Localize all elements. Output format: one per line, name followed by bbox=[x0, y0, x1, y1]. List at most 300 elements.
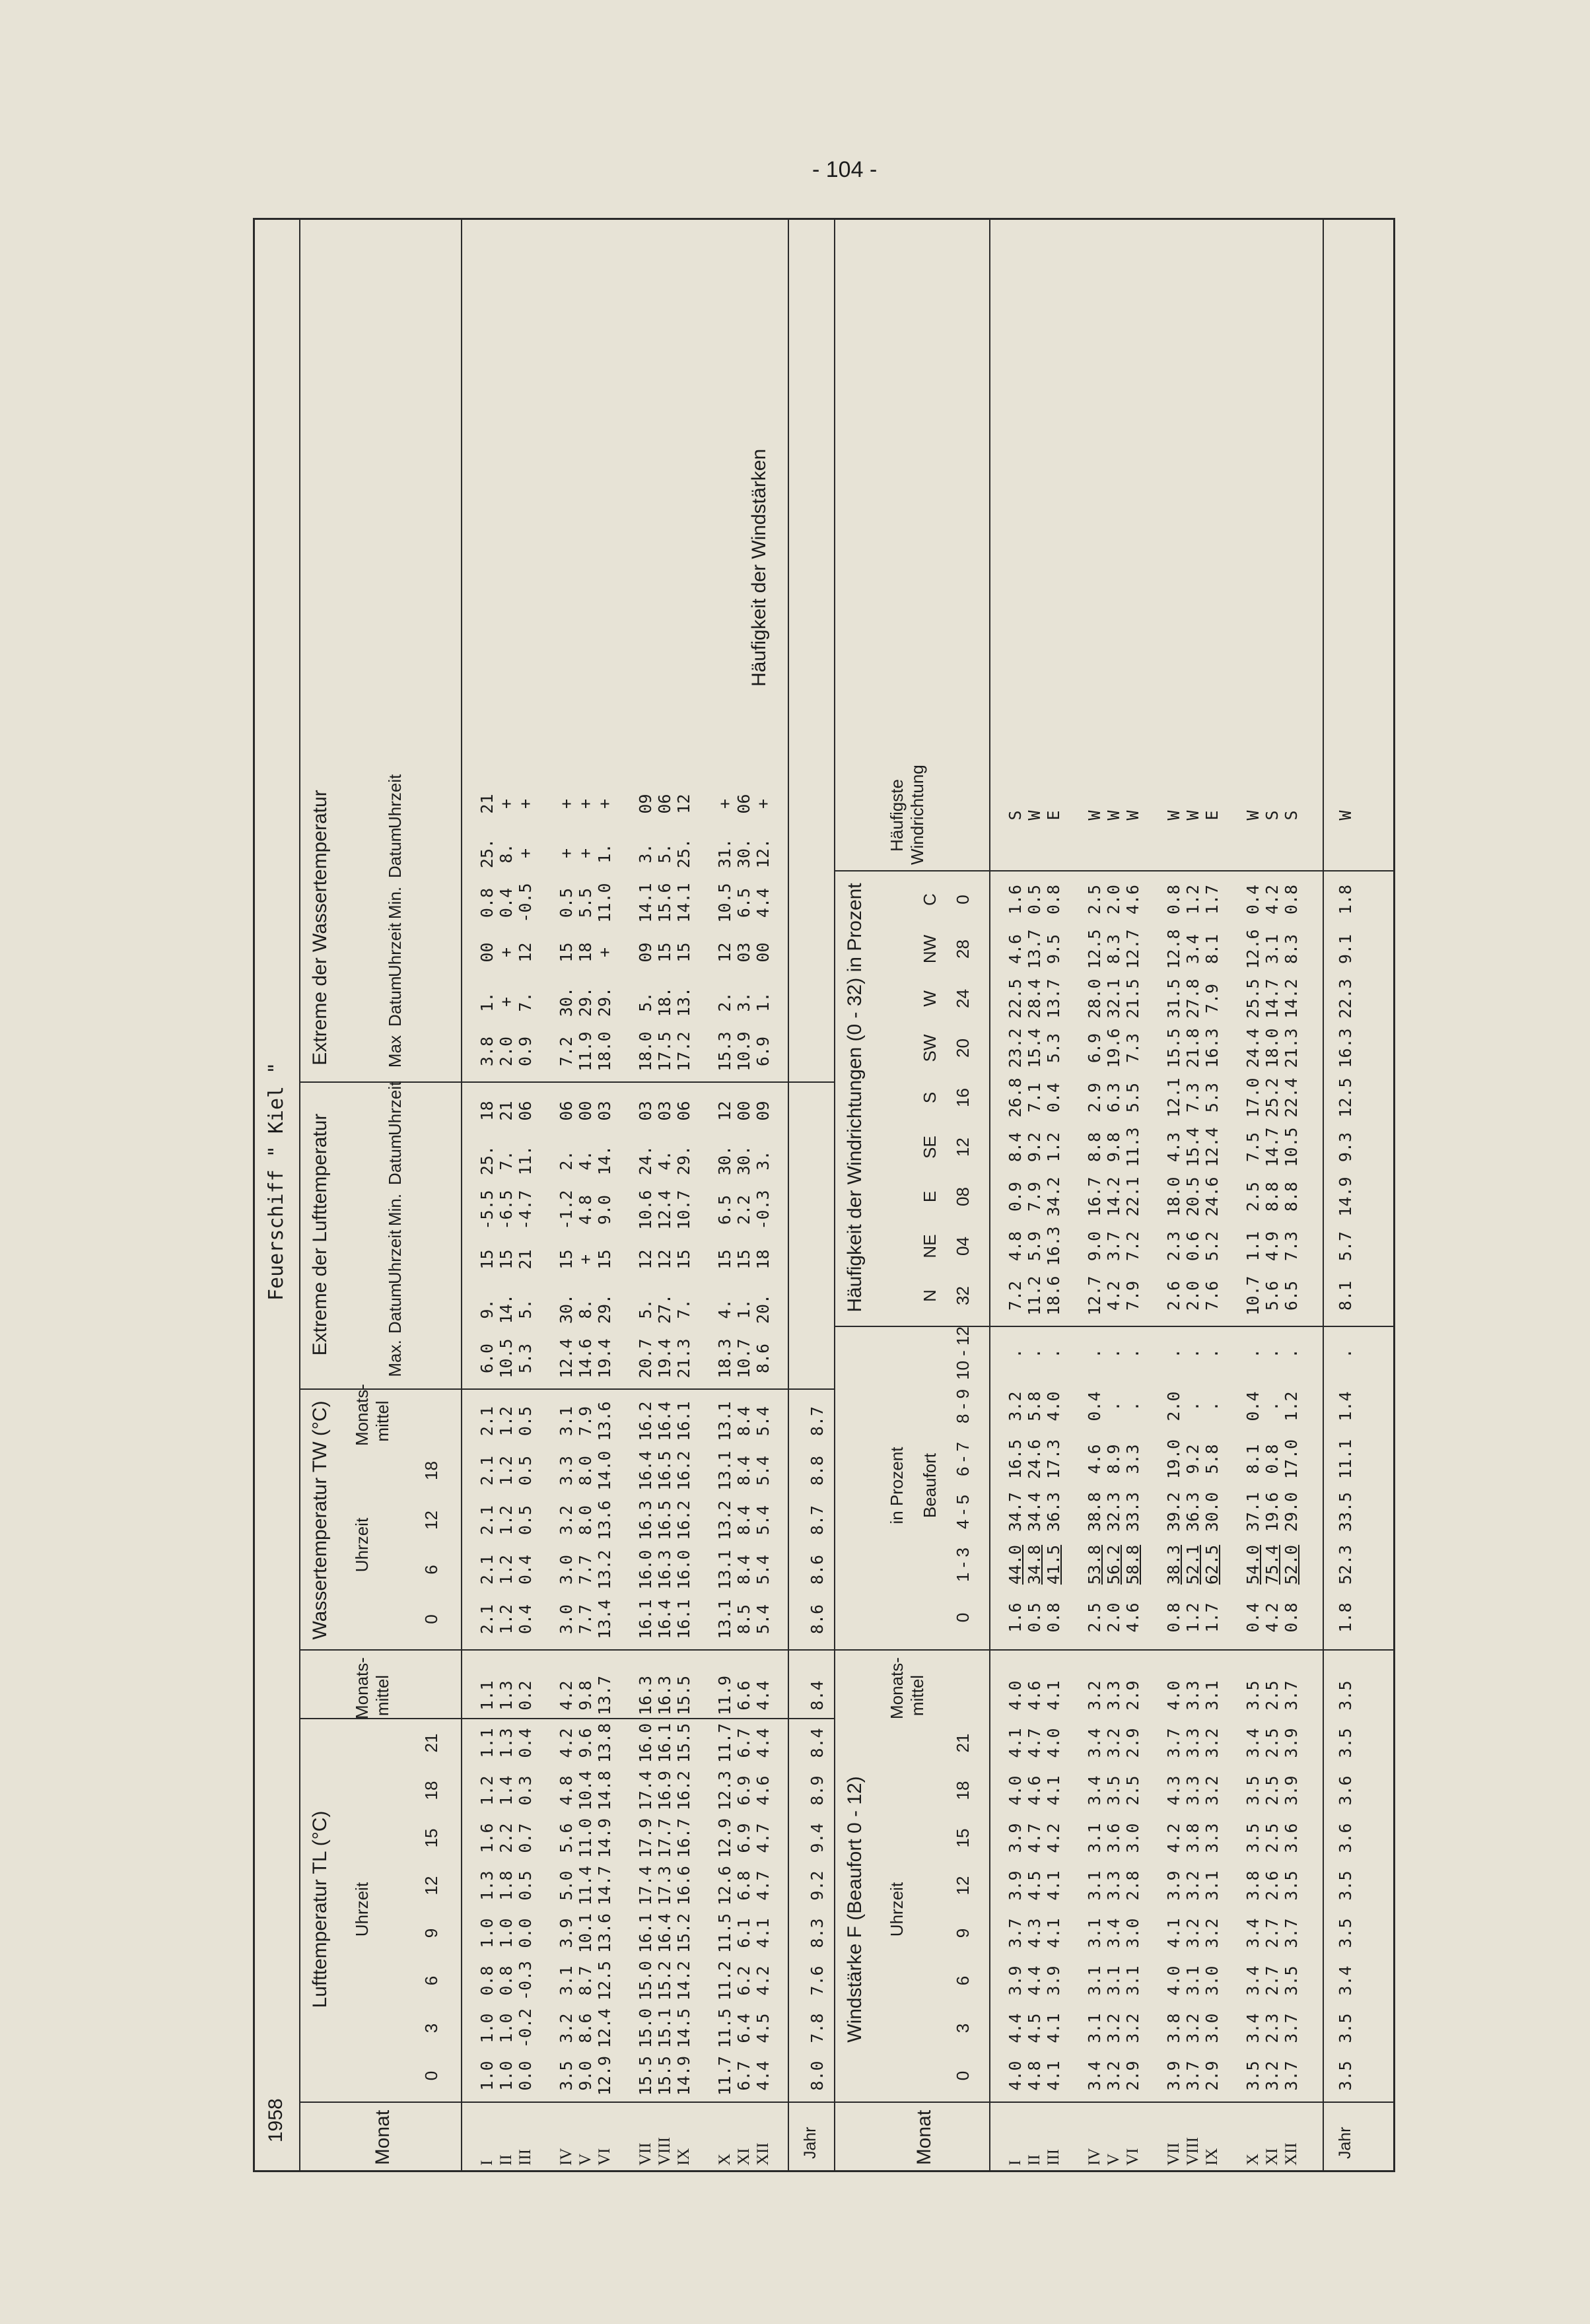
wind-speed-col-value: 3.4 bbox=[1085, 2061, 1104, 2091]
wind-force-col-value: 39.2 bbox=[1164, 1491, 1183, 1532]
water-temp-col-value: 16.0 bbox=[636, 1550, 655, 1590]
wind-dir-col-value: 21.8 bbox=[1183, 1028, 1202, 1068]
water-extremes-col bbox=[477, 829, 535, 878]
wind-force-col bbox=[1085, 1433, 1142, 1486]
water-temp-col-value: 8.4 bbox=[734, 1455, 753, 1486]
wind-dir-col-value: 22.1 bbox=[1123, 1177, 1142, 1217]
wind-force-col-value: 5.8 bbox=[1202, 1444, 1222, 1474]
wind-force-col-value: 4.0 bbox=[1044, 1391, 1063, 1421]
wind-dir-col-year: 14.9 bbox=[1336, 1177, 1355, 1217]
wind-speed-col bbox=[1243, 1862, 1301, 1909]
water-temp-col-value: 5.4 bbox=[753, 1604, 773, 1635]
wind-force-col-value: 17.0 bbox=[1282, 1439, 1301, 1480]
water-extremes-col-value: 18.0 bbox=[595, 1031, 614, 1072]
air-temp-hour: 6 bbox=[421, 1975, 441, 1986]
wind-force-col bbox=[1243, 1327, 1301, 1380]
air-extremes-col bbox=[715, 1334, 773, 1383]
wind-speed-col-value: 2.5 bbox=[1262, 1728, 1282, 1758]
air-extremes-col-value: 03 bbox=[655, 1101, 674, 1121]
air-extremes-col bbox=[477, 1136, 535, 1185]
wind-dir-code: 32 bbox=[953, 1286, 973, 1305]
water-temp-col bbox=[477, 1545, 535, 1594]
wind-speed-hour: 0 bbox=[953, 2070, 973, 2081]
wind-dir-col-value: 25.5 bbox=[1243, 978, 1262, 1019]
wind-dir-col-value: 11.3 bbox=[1123, 1127, 1142, 1167]
wind-force-col bbox=[1164, 1380, 1222, 1433]
wind-speed-col bbox=[1085, 1814, 1142, 1862]
frequent-dir-col-value: E bbox=[1044, 810, 1063, 821]
year-label: 1958 bbox=[265, 2098, 287, 2142]
wind-speed-col-value: 3.7 bbox=[1164, 1728, 1183, 1758]
wind-dir-col bbox=[1085, 1023, 1142, 1073]
wind-force-col-value: . bbox=[1183, 1348, 1202, 1359]
air-temp-col-value: 14.7 bbox=[595, 1865, 614, 1906]
wind-dir-col-value: 21.5 bbox=[1123, 978, 1142, 1019]
wind-speed-col bbox=[1085, 1909, 1142, 1957]
water-extremes-col bbox=[715, 977, 773, 1027]
wind-dir-col-value: 5.2 bbox=[1202, 1231, 1222, 1262]
wind-speed-col-value: 4.1 bbox=[1044, 1775, 1063, 1806]
air-extremes-col-value: 4. bbox=[576, 1150, 595, 1171]
water-temp-hour: 12 bbox=[421, 1511, 441, 1530]
water-temp-col-value: 16.3 bbox=[636, 1500, 655, 1540]
water-extremes-col bbox=[636, 928, 693, 977]
wind-speed-col-value: 3.1 bbox=[1085, 1965, 1104, 1996]
wind-speed-col-value: 3.5 bbox=[1282, 1965, 1301, 1996]
wind-speed-col-value: 3.3 bbox=[1183, 1728, 1202, 1758]
air-extremes-col-value: 21.3 bbox=[674, 1338, 693, 1379]
air-temp-col-year: 9.4 bbox=[808, 1823, 827, 1853]
air-extremes-header: Datum bbox=[385, 1134, 405, 1185]
wind-speed-col bbox=[1006, 1719, 1063, 1767]
wind-dir-col-value: 10.5 bbox=[1282, 1127, 1301, 1167]
water-extremes-col-value: + bbox=[516, 798, 535, 809]
air-extremes-col-value: 15 bbox=[557, 1249, 576, 1270]
air-temp-col-value: 4.6 bbox=[753, 1775, 773, 1806]
air-extremes-header: Uhrzeit bbox=[385, 1081, 405, 1136]
wind-dir-col-value: 0.8 bbox=[1164, 884, 1183, 915]
wind-speed-col-value: 4.3 bbox=[1164, 1775, 1183, 1806]
air-temp-title: Lufttemperatur TL (°C) bbox=[309, 1810, 331, 2008]
wind-force-col bbox=[1085, 1538, 1142, 1591]
water-extremes-col-value: 30. bbox=[557, 986, 576, 1017]
water-temp-col-value: 13.1 bbox=[715, 1451, 734, 1491]
air-extremes-col-value: -1.2 bbox=[557, 1190, 576, 1230]
water-temp-col bbox=[557, 1495, 614, 1545]
wind-force-col-value: 36.3 bbox=[1044, 1491, 1063, 1532]
air-temp-col-value: 11.2 bbox=[715, 1960, 734, 2001]
water-temp-col bbox=[715, 1446, 773, 1495]
wind-dir-col-value: 7.3 bbox=[1123, 1033, 1142, 1064]
wind-force-col-value: 44.0 bbox=[1006, 1544, 1025, 1585]
wind-force-col bbox=[1164, 1538, 1222, 1591]
wind-speed-col-value: 3.1 bbox=[1085, 2013, 1104, 2043]
wind-speed-col bbox=[1164, 1814, 1222, 1862]
wind-speed-col-value: 3.1 bbox=[1183, 1965, 1202, 1996]
wind-dir-col bbox=[1164, 875, 1222, 924]
wind-dir-header: NE bbox=[920, 1234, 940, 1258]
wind-speed-col bbox=[1085, 1862, 1142, 1909]
water-temp-col-value: 13.1 bbox=[715, 1550, 734, 1590]
wind-speed-col bbox=[1164, 1862, 1222, 1909]
water-temp-col-value: 16.2 bbox=[636, 1401, 655, 1441]
water-temp-col-value: 3.3 bbox=[557, 1455, 576, 1486]
rule-bottom-header bbox=[989, 218, 990, 2172]
wind-dir-col bbox=[1243, 974, 1301, 1023]
water-temp-col bbox=[636, 1594, 693, 1644]
air-temp-col-value: 14.9 bbox=[674, 2055, 693, 2096]
air-temp-col-value: 16.7 bbox=[674, 1818, 693, 1859]
air-extremes-col bbox=[636, 1086, 693, 1136]
water-temp-col-value: 1.2 bbox=[497, 1505, 516, 1536]
water-extremes-col-value: 09 bbox=[636, 942, 655, 963]
air-temp-col-value: 1.6 bbox=[477, 1823, 497, 1853]
air-extremes-col-value: 14. bbox=[497, 1293, 516, 1324]
air-temp-col-value: 15.5 bbox=[655, 2055, 674, 2096]
water-extremes-col-value: 00 bbox=[477, 942, 497, 963]
air-temp-col bbox=[477, 1957, 535, 2004]
wind-force-col-value: 58.8 bbox=[1123, 1544, 1142, 1585]
air-temp-col-year: 9.2 bbox=[808, 1870, 827, 1901]
frequent-dir-col-value: W bbox=[1183, 810, 1202, 821]
wind-dir-col-value: 18.0 bbox=[1164, 1177, 1183, 1217]
air-temp-uhrzeit: Uhrzeit bbox=[352, 1882, 372, 1937]
wind-speed-col-value: 4.5 bbox=[1025, 2013, 1044, 2043]
air-temp-hour: 3 bbox=[421, 2023, 441, 2034]
air-extremes-col-value: 30. bbox=[557, 1293, 576, 1324]
wind-speed-col-value: 4.1 bbox=[1044, 2013, 1063, 2043]
air-temp-col-year: 8.4 bbox=[808, 1680, 827, 1711]
water-temp-col-value: 7.7 bbox=[576, 1604, 595, 1635]
wind-dir-col-value: 2.3 bbox=[1164, 1231, 1183, 1262]
water-extremes-col bbox=[715, 928, 773, 977]
wind-dir-col-value: 25.2 bbox=[1262, 1077, 1282, 1118]
water-extremes-header: Datum bbox=[385, 976, 405, 1027]
water-extremes-col-value: 06 bbox=[734, 794, 753, 814]
air-extremes-col-value: 6.0 bbox=[477, 1343, 497, 1374]
air-extremes-col bbox=[557, 1334, 614, 1383]
air-temp-hour: 9 bbox=[421, 1928, 441, 1938]
water-extremes-col-value: 0.8 bbox=[477, 887, 497, 918]
air-temp-col-value: 17.4 bbox=[636, 1865, 655, 1906]
wind-force-col-value: 33.3 bbox=[1123, 1491, 1142, 1532]
month-list: VII VIII IX bbox=[637, 2136, 693, 2166]
air-extremes-col-value: 06 bbox=[674, 1101, 693, 1121]
water-temp-col-value: 16.4 bbox=[655, 1401, 674, 1441]
wind-speed-hour: 15 bbox=[953, 1828, 973, 1848]
wind-dir-col-value: 12.1 bbox=[1164, 1077, 1183, 1118]
wind-force-col bbox=[1164, 1591, 1222, 1644]
water-extremes-col bbox=[557, 829, 614, 878]
wind-speed-col-value: 2.5 bbox=[1262, 1823, 1282, 1853]
water-extremes-col-value: 11.0 bbox=[595, 883, 614, 923]
air-temp-col-year: 7.6 bbox=[808, 1965, 827, 1996]
water-temp-col-value: 0.4 bbox=[516, 1604, 535, 1635]
wind-force-col-value: 34.8 bbox=[1025, 1544, 1044, 1585]
wind-force-col-year: 52.3 bbox=[1336, 1544, 1355, 1585]
air-extremes-col-value: 15 bbox=[477, 1249, 497, 1270]
wind-force-col-value: 0.8 bbox=[1044, 1602, 1063, 1633]
wind-force-col-value: 54.0 bbox=[1243, 1544, 1262, 1585]
water-temp-col-value: 1.2 bbox=[497, 1604, 516, 1635]
water-temp-mean-header: Monats- mittel bbox=[352, 1384, 392, 1446]
air-temp-hour: 0 bbox=[421, 2070, 441, 2081]
wind-dir-col bbox=[1243, 1172, 1301, 1221]
water-extremes-col-value: 15 bbox=[674, 942, 693, 963]
wind-speed-col-value: 3.8 bbox=[1164, 2013, 1183, 2043]
air-extremes-col-value: 09 bbox=[753, 1101, 773, 1121]
wind-speed-col-value: 3.9 bbox=[1164, 1870, 1183, 1901]
wind-dir-col-value: 16.3 bbox=[1044, 1226, 1063, 1266]
air-temp-col-value: 6.7 bbox=[734, 2061, 753, 2091]
wind-speed-col-value: 3.6 bbox=[1104, 1823, 1123, 1853]
air-extremes-col bbox=[715, 1086, 773, 1136]
air-temp-col-value: 14.2 bbox=[674, 1960, 693, 2001]
water-extremes-header: Datum bbox=[385, 827, 405, 878]
wind-speed-col-value: 3.5 bbox=[1282, 1870, 1301, 1901]
water-extremes-col-value: 0.9 bbox=[516, 1036, 535, 1067]
air-extremes-col-value: 14.6 bbox=[576, 1338, 595, 1379]
air-temp-col-value: 0.4 bbox=[516, 1728, 535, 1758]
air-temp-col-value: 12.5 bbox=[595, 1960, 614, 2001]
water-extremes-col-value: 14.1 bbox=[636, 883, 655, 923]
wind-speed-col-value: 3.2 bbox=[1123, 2013, 1142, 2043]
wind-speed-col-value: 3.7 bbox=[1282, 1918, 1301, 1948]
wind-speed-col bbox=[1006, 1672, 1063, 1719]
water-extremes-col-value: 31. bbox=[715, 838, 734, 869]
wind-speed-col-year: 3.5 bbox=[1336, 1918, 1355, 1948]
air-extremes-col-value: 06 bbox=[557, 1101, 576, 1121]
air-extremes-col-value: 4.8 bbox=[576, 1194, 595, 1225]
water-temp-col-value: 13.1 bbox=[715, 1599, 734, 1639]
wind-speed-mean-header: Monats- mittel bbox=[887, 1657, 927, 1719]
water-extremes-col bbox=[636, 1027, 693, 1076]
water-extremes-col bbox=[715, 1027, 773, 1076]
wind-dir-col-value: 2.5 bbox=[1243, 1181, 1262, 1212]
air-extremes-col bbox=[715, 1136, 773, 1185]
wind-force-col-value: . bbox=[1282, 1348, 1301, 1359]
air-temp-col bbox=[557, 1672, 614, 1719]
water-temp-col-value: 0.4 bbox=[516, 1554, 535, 1585]
wind-dir-col-value: 0.4 bbox=[1044, 1082, 1063, 1113]
air-temp-col-value: 13.7 bbox=[595, 1675, 614, 1716]
air-temp-col-value: 15.2 bbox=[674, 1913, 693, 1954]
air-temp-col-value: 17.7 bbox=[655, 1818, 674, 1859]
wind-dir-col-value: 5.9 bbox=[1025, 1231, 1044, 1262]
wind-speed-col-value: 3.3 bbox=[1104, 1680, 1123, 1711]
air-extremes-col-value: 6.5 bbox=[715, 1194, 734, 1225]
wind-dir-col-value: 0.6 bbox=[1183, 1231, 1202, 1262]
air-temp-col-value: 1.0 bbox=[477, 2061, 497, 2091]
wind-speed-col-value: 2.9 bbox=[1123, 2061, 1142, 2091]
air-temp-col bbox=[557, 2004, 614, 2052]
wind-speed-col-value: 3.0 bbox=[1202, 2013, 1222, 2043]
water-extremes-col-value: 10.9 bbox=[734, 1031, 753, 1072]
wind-force-col-value: 1.6 bbox=[1006, 1602, 1025, 1633]
water-temp-uhrzeit: Uhrzeit bbox=[352, 1517, 372, 1573]
wind-dir-code: 24 bbox=[953, 989, 973, 1008]
air-temp-col-value: 13.8 bbox=[595, 1723, 614, 1763]
wind-speed-col-value: 4.8 bbox=[1025, 2061, 1044, 2091]
air-extremes-col bbox=[715, 1284, 773, 1334]
month-list-bottom: I II III bbox=[1006, 2149, 1062, 2166]
rule-year bbox=[788, 218, 789, 2172]
wind-dir-col-value: 17.0 bbox=[1243, 1077, 1262, 1118]
air-temp-col bbox=[557, 1814, 614, 1862]
wind-speed-col-value: 3.9 bbox=[1006, 1870, 1025, 1901]
wind-force-col bbox=[1085, 1327, 1142, 1380]
wind-dir-col-value: 0.8 bbox=[1282, 884, 1301, 915]
month-list-bottom: IV V VI bbox=[1086, 2148, 1142, 2166]
water-extremes-col-value: 30. bbox=[734, 838, 753, 869]
wind-speed-col-value: 3.5 bbox=[1243, 2061, 1262, 2091]
wind-speed-col-year: 3.4 bbox=[1336, 1965, 1355, 1996]
wind-speed-hour: 12 bbox=[953, 1876, 973, 1896]
wind-dir-col-value: 8.4 bbox=[1006, 1132, 1025, 1163]
wind-dir-col-value: 2.5 bbox=[1085, 884, 1104, 915]
water-extremes-col bbox=[477, 1027, 535, 1076]
water-temp-col-value: 1.2 bbox=[497, 1406, 516, 1437]
air-temp-col bbox=[477, 1672, 535, 1719]
air-temp-col-value: 4.2 bbox=[753, 1965, 773, 1996]
water-temp-col-value: 3.0 bbox=[557, 1554, 576, 1585]
wind-dir-header: N bbox=[920, 1289, 940, 1302]
wind-force-col-value: 2.5 bbox=[1085, 1602, 1104, 1633]
air-temp-col-value: 15.1 bbox=[655, 2008, 674, 2049]
wind-force-col-value: 8.9 bbox=[1104, 1444, 1123, 1474]
water-extremes-header: Min. bbox=[385, 886, 405, 920]
water-temp-col-value: 0.5 bbox=[516, 1406, 535, 1437]
air-extremes-col-value: -6.5 bbox=[497, 1190, 516, 1230]
wind-dir-col-value: 4.3 bbox=[1164, 1132, 1183, 1163]
air-extremes-col-value: 12 bbox=[655, 1249, 674, 1270]
wind-speed-col-year: 3.6 bbox=[1336, 1775, 1355, 1806]
air-extremes-col-value: 3. bbox=[753, 1150, 773, 1171]
air-extremes-col-value: 7. bbox=[674, 1299, 693, 1319]
water-temp-col-value: 16.1 bbox=[674, 1401, 693, 1441]
air-temp-col-value: 11.4 bbox=[576, 1865, 595, 1906]
rotated-table bbox=[253, 218, 1395, 2172]
wind-force-col-value: 2.0 bbox=[1164, 1391, 1183, 1421]
frequent-dir-col bbox=[1164, 766, 1222, 865]
air-extremes-col bbox=[557, 1235, 614, 1284]
frequent-dir-col-value: W bbox=[1123, 810, 1142, 821]
wind-force-col-value: 1.2 bbox=[1183, 1602, 1202, 1633]
air-extremes-col-value: 19.4 bbox=[595, 1338, 614, 1379]
wind-dir-col bbox=[1085, 924, 1142, 974]
wind-speed-col bbox=[1006, 1909, 1063, 1957]
page-number: - 104 - bbox=[812, 157, 878, 182]
water-extremes-col-value: 12. bbox=[753, 838, 773, 869]
rule-water-extremes bbox=[299, 1081, 834, 1083]
air-temp-col-value: 12.4 bbox=[595, 2008, 614, 2049]
frequent-dir-col bbox=[1243, 766, 1301, 865]
water-extremes-col-value: 12 bbox=[674, 794, 693, 814]
water-temp-col-value: 3.1 bbox=[557, 1406, 576, 1437]
air-temp-col bbox=[636, 1672, 693, 1719]
wind-speed-col-value: 3.4 bbox=[1104, 1918, 1123, 1948]
wind-speed-col-value: 3.2 bbox=[1104, 1728, 1123, 1758]
wind-force-col-value: 24.6 bbox=[1025, 1439, 1044, 1480]
air-extremes-col-value: 29. bbox=[595, 1293, 614, 1324]
water-extremes-col bbox=[557, 779, 614, 829]
wind-speed-col-value: 4.1 bbox=[1006, 1728, 1025, 1758]
air-temp-col bbox=[636, 1909, 693, 1957]
air-temp-col-value: 14.5 bbox=[674, 2008, 693, 2049]
air-temp-col-value: 4.8 bbox=[557, 1775, 576, 1806]
air-extremes-col-value: 14. bbox=[595, 1145, 614, 1176]
water-temp-col-value: 0.5 bbox=[516, 1505, 535, 1536]
wind-dir-col-value: 6.3 bbox=[1104, 1082, 1123, 1113]
wind-dir-col bbox=[1164, 1271, 1222, 1320]
wind-speed-col-value: 3.0 bbox=[1123, 1823, 1142, 1853]
water-temp-col-value: 3.2 bbox=[557, 1505, 576, 1536]
wind-dir-col-value: 8.8 bbox=[1262, 1181, 1282, 1212]
water-extremes-col bbox=[636, 878, 693, 928]
wind-dir-col-value: 12.7 bbox=[1085, 1276, 1104, 1316]
water-temp-col-value: 8.4 bbox=[734, 1406, 753, 1437]
air-temp-col-value: 10.1 bbox=[576, 1913, 595, 1954]
frequent-dir-col-value: W bbox=[1085, 810, 1104, 821]
wind-force-col-value: 4.6 bbox=[1085, 1444, 1104, 1474]
air-extremes-col-value: 03 bbox=[595, 1101, 614, 1121]
rule-wind-dir bbox=[834, 1326, 1395, 1327]
air-extremes-col-value: 7. bbox=[497, 1150, 516, 1171]
wind-speed-col bbox=[1164, 1719, 1222, 1767]
water-temp-hour: 18 bbox=[421, 1461, 441, 1480]
air-temp-col-value: 6.2 bbox=[734, 1965, 753, 1996]
wind-dir-col bbox=[1006, 974, 1063, 1023]
air-temp-col-value: 12.3 bbox=[715, 1770, 734, 1811]
air-extremes-col-value: 00 bbox=[734, 1101, 753, 1121]
air-extremes-col-value: 12.4 bbox=[655, 1190, 674, 1230]
wind-dir-code: 08 bbox=[953, 1187, 973, 1206]
wind-force-col-value: 3.3 bbox=[1123, 1444, 1142, 1474]
wind-dir-col-year: 5.7 bbox=[1336, 1231, 1355, 1262]
air-extremes-col-value: 03 bbox=[636, 1101, 655, 1121]
wind-force-col-value: 56.2 bbox=[1104, 1544, 1123, 1585]
wind-speed-col-value: 3.2 bbox=[1085, 1680, 1104, 1711]
air-temp-col bbox=[636, 1957, 693, 2004]
wind-dir-col-value: 24.4 bbox=[1243, 1028, 1262, 1068]
wind-force-col-value: . bbox=[1164, 1348, 1183, 1359]
air-temp-col-value: 16.3 bbox=[655, 1675, 674, 1716]
air-extremes-col-value: 18.3 bbox=[715, 1338, 734, 1379]
wind-speed-col-year: 3.5 bbox=[1336, 2013, 1355, 2043]
wind-dir-col-value: 13.7 bbox=[1025, 929, 1044, 969]
wind-force-col-value: 3.2 bbox=[1006, 1391, 1025, 1421]
air-extremes-col-value: 10.7 bbox=[674, 1190, 693, 1230]
water-extremes-col-value: + bbox=[497, 996, 516, 1008]
wind-dir-col-value: 6.9 bbox=[1085, 1033, 1104, 1064]
water-temp-col-year: 8.7 bbox=[808, 1406, 827, 1437]
wind-dir-col-value: 7.9 bbox=[1123, 1280, 1142, 1311]
wind-dir-col-value: 2.0 bbox=[1104, 884, 1123, 915]
water-temp-col-value: 8.4 bbox=[734, 1554, 753, 1585]
wind-speed-col-value: 4.0 bbox=[1006, 1680, 1025, 1711]
wind-force-col bbox=[1243, 1591, 1301, 1644]
air-temp-col-value: 6.9 bbox=[734, 1823, 753, 1853]
wind-dir-col-value: 3.1 bbox=[1262, 934, 1282, 965]
wind-speed-col-value: 3.0 bbox=[1202, 1965, 1222, 1996]
wind-dir-col-value: 7.2 bbox=[1123, 1231, 1142, 1262]
air-temp-col-value: 15.0 bbox=[636, 2008, 655, 2049]
wind-dir-col-value: 9.5 bbox=[1044, 934, 1063, 965]
wind-force-col-value: . bbox=[1183, 1401, 1202, 1412]
wind-speed-col-value: 3.2 bbox=[1183, 2013, 1202, 2043]
wind-force-col-value: 8.1 bbox=[1243, 1444, 1262, 1474]
air-extremes-col-value: -4.7 bbox=[516, 1190, 535, 1230]
